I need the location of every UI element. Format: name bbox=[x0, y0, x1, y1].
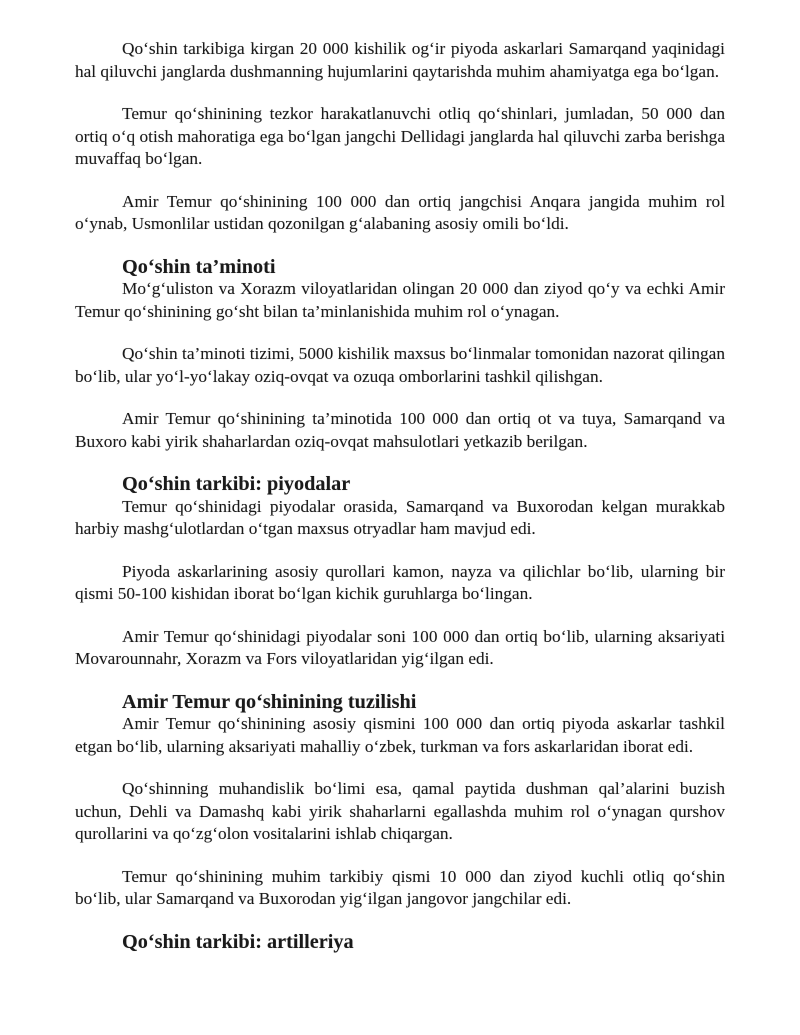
paragraph: Amir Temur qo‘shinining ta’minotida 100 000 dan ortiq ot va tuya, Samarqand va Buxoro kabi yirik shaharlardan oziq-ovqat mahsulotlari yetkazib berilgan. bbox=[75, 409, 725, 451]
paragraph: Amir Temur qo‘shinining 100 000 dan ortiq jangchisi Anqara jangida muhim rol o‘ynab, Usmonlilar ustidan qozonilgan g‘alabaning asosiy omili bo‘ldi. bbox=[75, 191, 725, 233]
paragraph: Amir Temur qo‘shinining asosiy qismini 100 000 dan ortiq piyoda askarlar tashkil etgan bo‘lib, ularning aksariyati mahalliy o‘zbek, turkman va fors askarlaridan iborat edi. bbox=[75, 714, 725, 756]
paragraph: Temur qo‘shinining tezkor harakatlanuvchi otliq qo‘shinlari, jumladan, 50 000 dan ortiq o‘q otish mahoratiga ega bo‘lgan jangchi Dellidagi janglarda hal qiluvchi zarba berishga muvaffaq bo‘lgan. bbox=[75, 104, 725, 168]
paragraph: Temur qo‘shinining muhim tarkibiy qismi 10 000 dan ziyod kuchli otliq qo‘shin bo‘lib, ular Samarqand va Buxorodan yig‘ilgan jangovor jangchilar edi. bbox=[75, 866, 725, 908]
paragraph: Temur qo‘shinidagi piyodalar orasida, Samarqand va Buxorodan kelgan murakkab harbiy mashg‘ulotlardan o‘tgan maxsus otryadlar ham mavjud edi. bbox=[75, 496, 725, 538]
section-heading: Qo‘shin ta’minoti bbox=[122, 255, 276, 278]
paragraph: Qo‘shin ta’minoti tizimi, 5000 kishilik maxsus bo‘linmalar tomonidan nazorat qilingan bo‘lib, ular yo‘l-yo‘lakay oziq-ovqat va ozuqa omborlarini tashkil qilishgan. bbox=[75, 344, 725, 386]
paragraph: Piyoda askarlarining asosiy qurollari kamon, nayza va qilichlar bo‘lib, ularning bir qismi 50-100 kishidan iborat bo‘lgan kichik guruhlarga bo‘lingan. bbox=[75, 561, 725, 603]
section-heading: Qo‘shin tarkibi: piyodalar bbox=[122, 473, 351, 495]
paragraph: Mo‘g‘uliston va Xorazm viloyatlaridan olingan 20 000 dan ziyod qo‘y va echki Amir Temur qo‘shinining go‘sht bilan ta’minlanishida muhim rol o‘ynagan. bbox=[75, 279, 725, 321]
section-heading: Qo‘shin tarkibi: artilleriya bbox=[122, 930, 354, 953]
paragraph: Qo‘shinning muhandislik bo‘limi esa, qamal paytida dushman qal’alarini buzish uchun, Dehli va Damashq kabi yirik shaharlarni egallashda muhim rol o‘ynagan qurshov qurollarini va qo‘zg‘olon vositalarini ishlab chiqargan. bbox=[75, 779, 725, 843]
section-heading: Amir Temur qo‘shinining tuzilishi bbox=[122, 690, 417, 713]
paragraph: Amir Temur qo‘shinidagi piyodalar soni 100 000 dan ortiq bo‘lib, ularning aksariyati Movarounnahr, Xorazm va Fors viloyatlaridan yig‘ilgan edi. bbox=[75, 626, 725, 668]
document-page bbox=[75, 38, 725, 953]
paragraph: Qo‘shin tarkibiga kirgan 20 000 kishilik og‘ir piyoda askarlari Samarqand yaqinidagi hal qiluvchi janglarda dushmanning hujumlarini qaytarishda muhim ahamiyatga ega bo‘lgan. bbox=[75, 39, 725, 81]
